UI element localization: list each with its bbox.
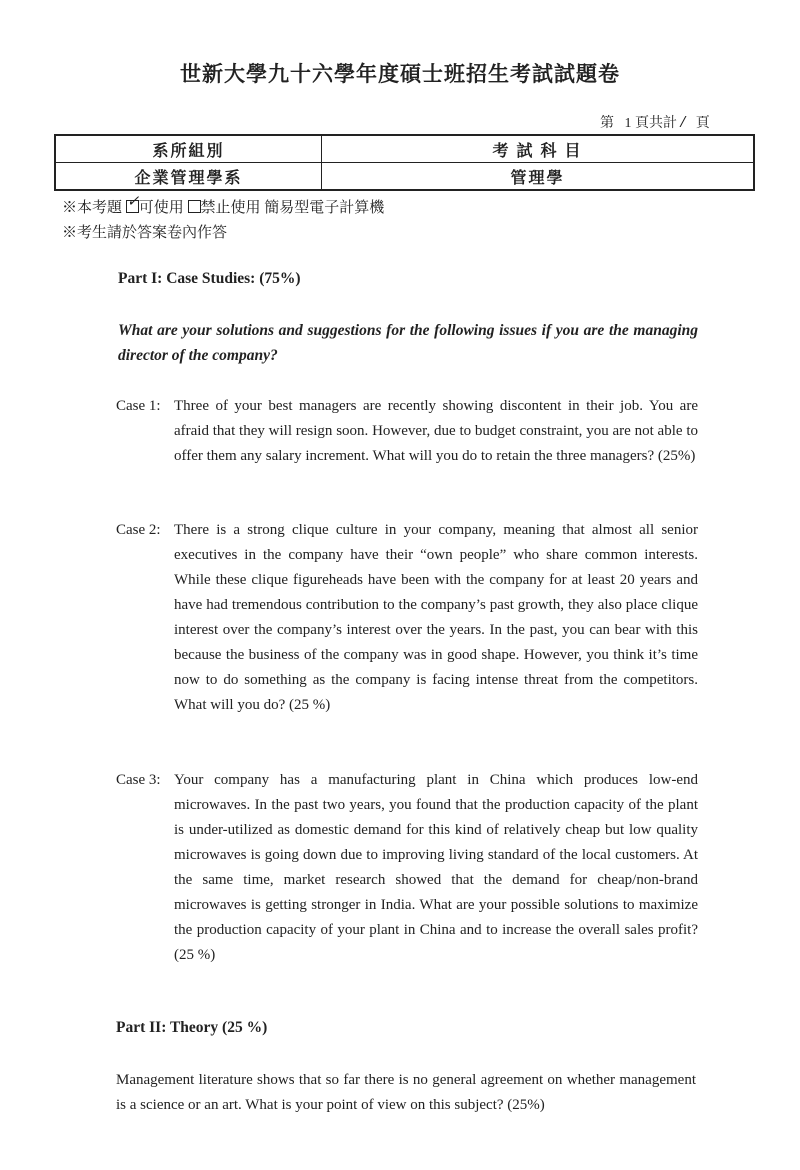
check-mark-icon: ✓ [126,194,140,210]
forbidden-checkbox [188,200,201,213]
page-suffix: 頁 [695,116,710,131]
allowed-label: 可使用 [138,200,184,216]
allowed-checkbox [126,194,140,213]
case-2 [116,518,698,718]
page-prefix: 第 [600,116,614,131]
case-2-label: Case 2: [116,522,161,538]
page-number: 1 [624,116,632,131]
case-1 [116,394,698,469]
department-value: 企業管理學系 [55,163,322,191]
exam-info-table [54,134,755,191]
page-middle: 頁共計 [635,116,677,131]
part1-heading: Part I: Case Studies: (75%) [118,270,301,287]
case-3-text: Your company has a manufacturing plant in China which produces low-end microwaves. In the past two years, you found that the production capacity of the plant is under-utilized as domestic demand for this kind of relatively cheap but low quality microwaves is going down due to improving living standard of the local customers. At the same time, market research showed that the demand for cheap/non-brand microwaves is getting stronger in India. What are your possible solutions to maximize the production capacity of your plant in China and to increase the overall sales profit? (25 %) [174,772,698,963]
calculator-note [62,196,384,217]
part1-question: What are your solutions and suggestions for the following issues if you are the managing director of the company? [118,322,698,364]
case-2-text: There is a strong clique culture in your company, meaning that almost all senior executives in the company have their “own people” who share common interests. While these clique figureheads have been with the company for at least 20 years and have had tremendous contribution to the company’s past growth, they also place clique interest over the company’s interest over the years. In the past, you can bear with this because the business of the company was in good shape. However, you think it’s time now to do something as the company is facing intense threat from the competitors. What will you do? (25 %) [174,522,698,713]
answer-note: ※考生請於答案卷內作答 [62,225,228,241]
info-table-value-row [55,163,754,191]
info-table-header-row [55,135,754,163]
exam-title: 世新大學九十六學年度碩士班招生考試試題卷 [180,62,620,86]
case-1-label: Case 1: [116,398,161,414]
page-total: / [680,112,686,131]
case-3 [116,768,698,968]
calculator-suffix: 簡易型電子計算機 [264,200,385,216]
case-3-label: Case 3: [116,772,161,788]
case-1-text: Three of your best managers are recently showing discontent in their job. You are afraid that they will resign soon. However, due to budget constraint, you are not able to offer them any salary increment. What will you do to retain the three managers? (25%) [174,398,698,464]
part2-text: Management literature shows that so far there is no general agreement on whether management is a science or an art. What is your point of view on this subject? (25%) [116,1072,696,1113]
forbidden-label: 禁止使用 [200,200,261,216]
department-header: 系所組別 [55,135,322,163]
page-number-line [600,112,710,132]
part2-heading: Part II: Theory (25 %) [116,1019,268,1036]
subject-value: 管理學 [322,163,755,191]
subject-header: 考 試 科 目 [322,135,755,163]
calculator-prefix: ※本考題 [62,200,123,216]
